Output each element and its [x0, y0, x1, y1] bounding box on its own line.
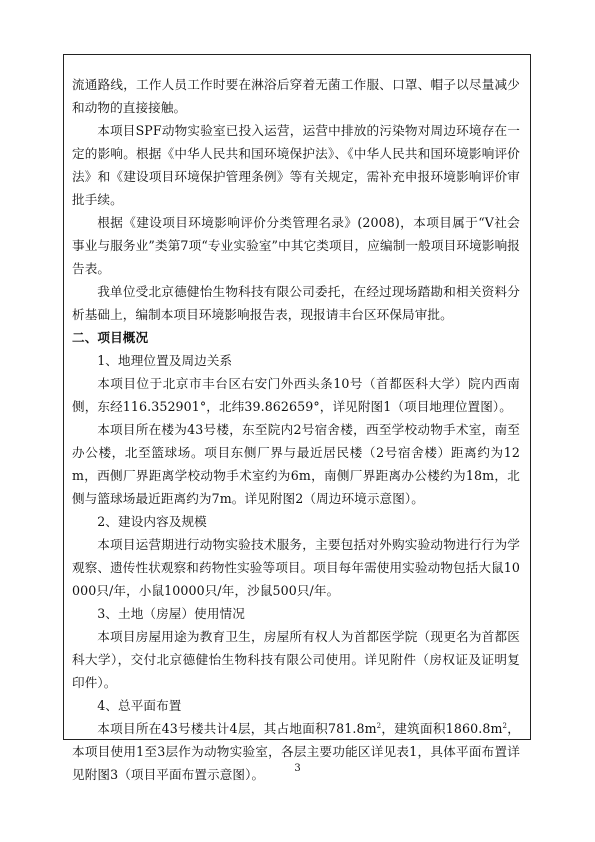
subheading-construction: 2、建设内容及规模	[97, 514, 207, 529]
layout-text-part-2: ，建筑面积1860.8m	[381, 721, 503, 736]
page-number: 3	[294, 763, 301, 774]
paragraph-layout	[72, 717, 520, 786]
subheading-layout: 4、总平面布置	[97, 698, 182, 713]
paragraph-operation-status: 本项目SPF动物实验室已投入运营，运营中排放的污染物对周边环境存在一定的影响。根据《中华人民共和国环境保护法》、《中华人民共和国环境影响评价法》和《建设项目环境保护管理条例》等有关规定，需补充申报环境影响评价审批手续。	[72, 123, 520, 207]
paragraph-classification: 根据《建设项目环境影响评价分类管理名录》(2008)，本项目属于“V社会事业与服务业”类第7项“专业实验室”中其它类项目，应编制一般项目环境影响报告表。	[72, 215, 520, 276]
subheading-location: 1、地理位置及周边关系	[97, 353, 233, 368]
subheading-land-use: 3、土地（房屋）使用情况	[97, 606, 245, 621]
document-body	[72, 73, 520, 786]
superscript-squared: 2	[376, 721, 382, 730]
paragraph-land-use: 本项目房屋用途为教育卫生，房屋所有权人为首都医学院（现更名为首都医科大学），交付北京德健怡生物科技有限公司使用。详见附件（房权证及证明复印件）。	[72, 629, 520, 690]
paragraph-surroundings: 本项目所在楼为43号楼，东至院内2号宿舍楼，西至学校动物手术室，南至办公楼，北至篮球场。项目东侧厂界与最近居民楼（2号宿舍楼）距离约为12m，西侧厂界距离学校动物手术室约为6m，南侧厂界距离办公楼约为18m，北侧与篮球场最近距离约为7m。详见附图2（周边环境示意图）。	[72, 422, 520, 506]
layout-text-part-3: ，本项目使用1至3层作为动物实验室，各层主要功能区详见表1，具体平面布置详见附图3（项目平面布置示意图）。	[72, 721, 520, 782]
superscript-squared: 2	[502, 721, 508, 730]
layout-text-part-1: 本项目所在43号楼共计4层，其占地面积781.8m	[97, 721, 377, 736]
paragraph-commission: 我单位受北京德健怡生物科技有限公司委托，在经过现场踏勘和相关资料分析基础上，编制本项目环境影响报告表，现报请丰台区环保局审批。	[72, 284, 520, 322]
document-frame	[63, 54, 531, 782]
section-heading-project-overview: 二、项目概况	[72, 330, 149, 345]
paragraph-continuation: 流通路线，工作人员工作时要在淋浴后穿着无菌工作服、口罩、帽子以尽量减少和动物的直接接触。	[72, 77, 520, 115]
paragraph-construction: 本项目运营期进行动物实验技术服务，主要包括对外购实验动物进行行为学观察、遗传性状观察和药物性实验等项目。项目每年需使用实验动物包括大鼠10000只/年，小鼠10000只/年，沙鼠500只/年。	[72, 537, 520, 598]
paragraph-location: 本项目位于北京市丰台区右安门外西头条10号（首都医科大学）院内西南侧，东经116.352901°，北纬39.862659°，详见附图1（项目地理位置图）。	[72, 376, 520, 414]
